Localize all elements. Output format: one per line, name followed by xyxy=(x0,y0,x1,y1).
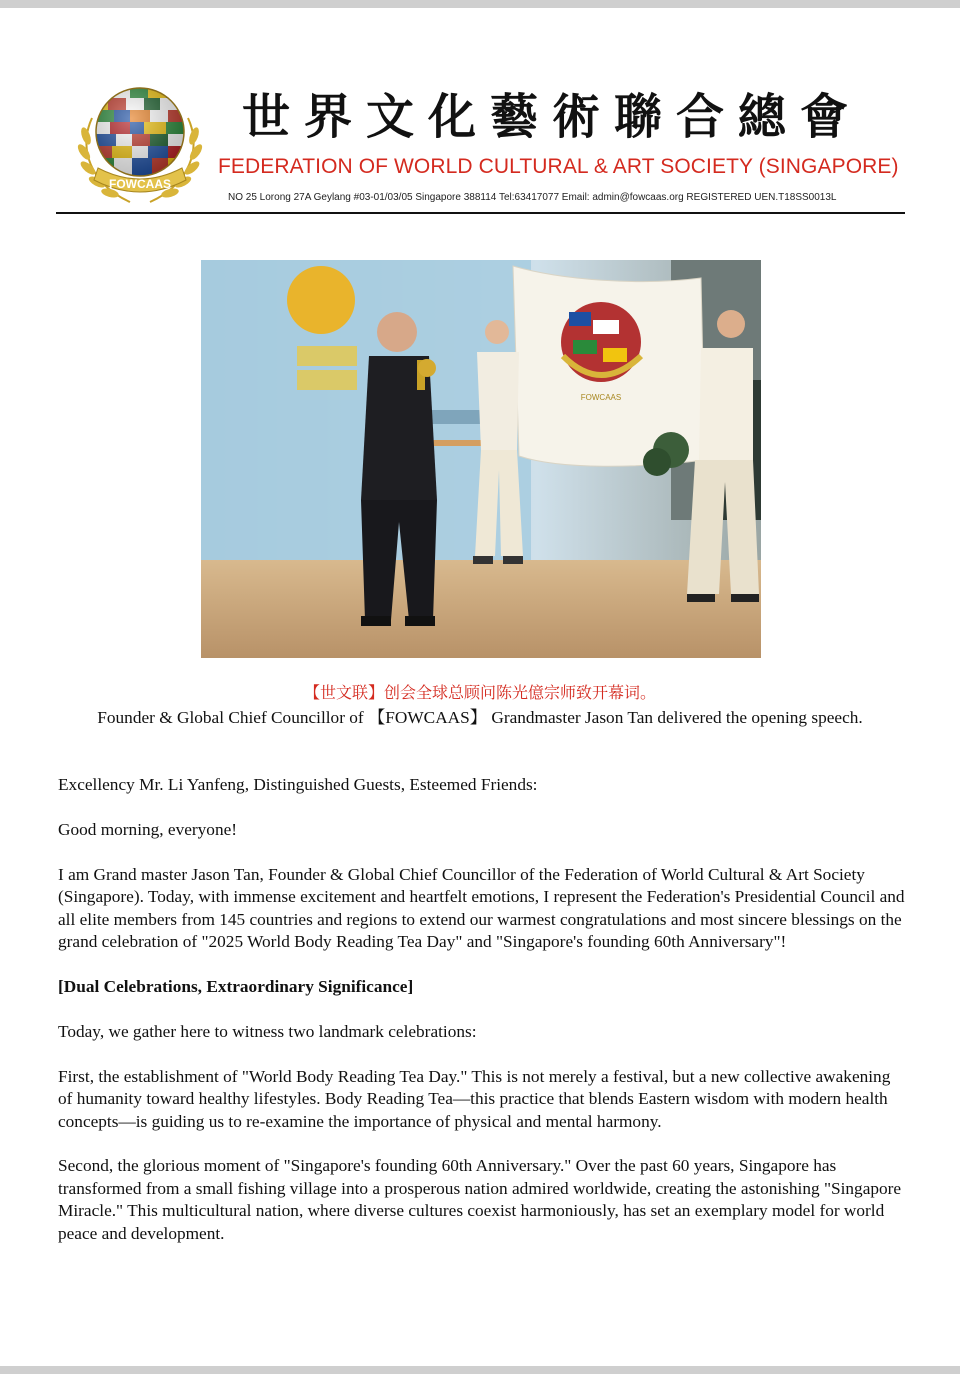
second-celebration-paragraph: Second, the glorious moment of "Singapore's founding 60th Anniversary." Over the past 60 years, Singapore has transformed from a small fishing village into a prosperous nation admired worldwide, creating the astonishing "Singapore Miracle." This multicultural nation, where diverse cultures coexist harmoniously, has set an exemplary model for world peace and development. xyxy=(58,1156,902,1243)
intro-paragraph: I am Grand master Jason Tan, Founder & Global Chief Councillor of the Federation of World Cultural & Art Society (Singapore). Today, with immense excitement and heartfelt emotions, I represent the Federation's Presidential Council and all elite members from 145 countries and regions to extend our warmest congratulations and most sincere blessings on the grand celebration of "2025 World Body Reading Tea Day" and "Singapore's founding 60th Anniversary"! xyxy=(58,864,905,952)
letterhead xyxy=(56,78,905,214)
salutation: Excellency Mr. Li Yanfeng, Distinguished Guests, Esteemed Friends: xyxy=(58,775,538,794)
section-heading: [Dual Celebrations, Extraordinary Significance] xyxy=(58,976,414,996)
flag-text: FOWCAAS xyxy=(580,393,622,402)
english-title: FEDERATION OF WORLD CULTURAL & ART SOCIETY (SINGAPORE) xyxy=(218,155,899,178)
gather-paragraph: Today, we gather here to witness two landmark celebrations: xyxy=(58,1021,477,1041)
photo-caption-chinese: 【世文联】创会全球总顾问陈光億宗师致开幕词。 xyxy=(303,683,656,702)
address-line: NO 25 Lorong 27A Geylang #03-01/03/05 Singapore 388114 Tel:63417077 Email: admin@fowcaas.org REGISTERED UEN.T18SS0013L xyxy=(228,192,837,203)
speech-body xyxy=(58,774,906,1268)
logo-text: FOWCAAS xyxy=(109,177,171,191)
page-bottom-band xyxy=(0,1366,960,1374)
greeting: Good morning, everyone! xyxy=(58,819,238,839)
event-photo xyxy=(201,260,761,658)
chinese-title: 世界文化藝術聯合總會 xyxy=(242,89,863,145)
first-celebration-paragraph: First, the establishment of "World Body Reading Tea Day." This is not merely a festival, but a new collective awakening of humanity toward healthy lifestyles. Body Reading Tea—this practice that blends Eastern wisdom with modern health concepts—is guiding us to re-examine the importance of physical and mental harmony. xyxy=(58,1066,891,1131)
header-divider xyxy=(56,212,905,214)
page-top-band xyxy=(0,0,960,8)
photo-caption-english: Founder & Global Chief Councillor of 【FOWCAAS】 Grandmaster Jason Tan delivered the opening speech. xyxy=(97,708,863,727)
fowcaas-logo xyxy=(64,78,216,210)
